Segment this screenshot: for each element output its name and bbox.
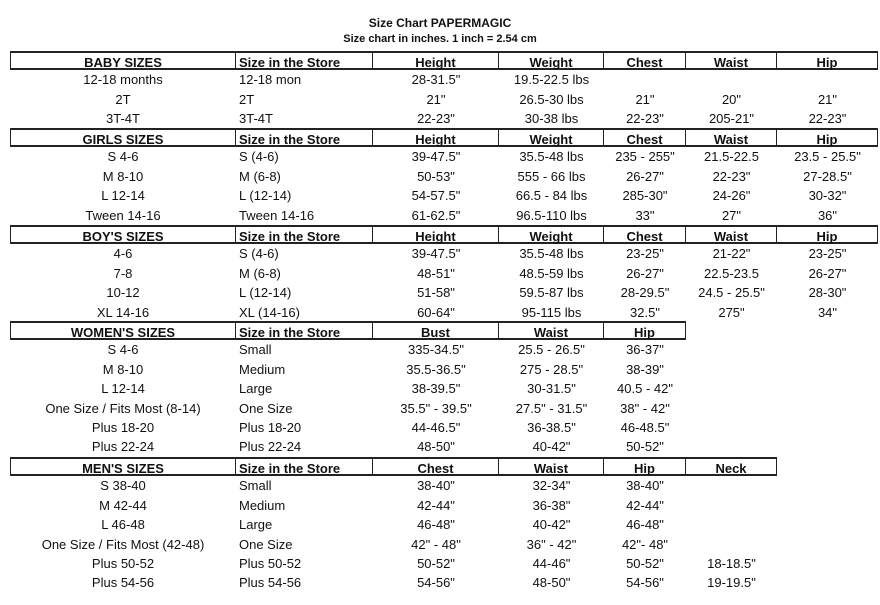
- table-cell: 26-27": [626, 265, 664, 281]
- table-cell: M (6-8): [239, 265, 281, 281]
- table-cell: 32.5": [630, 304, 660, 320]
- table-cell: 48-50": [532, 575, 571, 591]
- table-cell: 22-23": [808, 111, 847, 127]
- table-cell: L (12-14): [239, 285, 292, 301]
- table-cell: Tween 14-16: [239, 207, 315, 223]
- table-cell: 30-31.5": [527, 381, 576, 397]
- table-cell: 44-46": [532, 555, 571, 571]
- table-cell: 44-46.5": [411, 419, 461, 435]
- column-header: Height: [373, 51, 499, 70]
- table-cell: 66.5 - 84 lbs: [515, 188, 588, 204]
- table-cell: 19.5-22.5 lbs: [513, 72, 590, 88]
- table-cell: 21": [426, 91, 446, 107]
- table-cell: Medium: [239, 361, 286, 377]
- table-cell: 48-50": [417, 439, 455, 455]
- table-cell: 22-23": [712, 168, 751, 184]
- table-cell: Plus 22-24: [239, 439, 302, 455]
- table-cell: XL (14-16): [239, 304, 300, 320]
- table-cell: 50-52": [626, 439, 664, 455]
- column-header: GIRLS SIZES: [10, 128, 236, 147]
- table-cell: 46-48.5": [620, 419, 670, 435]
- column-header: MEN'S SIZES: [10, 457, 236, 476]
- table-cell: 95-115 lbs: [521, 304, 582, 320]
- table-cell: Tween 14-16: [85, 207, 161, 223]
- table-cell: 46-48": [626, 517, 664, 533]
- column-header: Height: [373, 225, 499, 244]
- table-cell: 42-44": [417, 497, 455, 513]
- table-cell: S 4-6: [107, 149, 139, 165]
- table-cell: 32-34": [532, 478, 571, 494]
- column-header: Hip: [777, 225, 878, 244]
- table-cell: Plus 54-56: [91, 575, 155, 591]
- table-cell: [686, 535, 777, 554]
- table-cell: 60-64": [417, 304, 455, 320]
- table-cell: 42-44": [626, 497, 664, 513]
- page-subtitle: Size chart in inches. 1 inch = 2.54 cm: [343, 33, 537, 45]
- table-cell: 34": [817, 304, 838, 320]
- table-cell: 24.5 - 25.5": [698, 285, 765, 301]
- column-header: Neck: [686, 457, 777, 476]
- column-header: Weight: [499, 128, 604, 147]
- table-cell: 21": [635, 91, 655, 107]
- table-cell: 48.5-59 lbs: [519, 265, 584, 281]
- table-cell: 28-31.5": [411, 72, 461, 88]
- column-header: BOY'S SIZES: [10, 225, 236, 244]
- table-cell: L 12-14: [101, 188, 145, 204]
- table-cell: 46-48": [417, 517, 455, 533]
- table-cell: Plus 18-20: [91, 419, 155, 435]
- column-header: Waist: [686, 51, 777, 70]
- table-cell: 27": [721, 207, 742, 223]
- table-cell: 50-53": [417, 168, 455, 184]
- column-header: Height: [373, 128, 499, 147]
- table-cell: 28-29.5": [620, 285, 670, 301]
- table-cell: 50-52": [626, 555, 664, 571]
- table-cell: L 12-14: [101, 381, 145, 397]
- table-cell: 26-27": [626, 168, 664, 184]
- table-cell: 21-22": [712, 246, 751, 262]
- table-cell: 40-42": [532, 517, 571, 533]
- table-cell: [686, 476, 777, 495]
- table-cell: [686, 515, 777, 534]
- table-cell: L 46-48: [101, 517, 145, 533]
- table-cell: 19-19.5": [707, 575, 756, 591]
- column-header: Size in the Store: [236, 457, 373, 476]
- column-header: Size in the Store: [236, 321, 373, 340]
- table-cell: One Size: [239, 536, 293, 552]
- column-header: Weight: [499, 225, 604, 244]
- table-cell: 33": [635, 207, 655, 223]
- table-cell: 28-30": [808, 285, 847, 301]
- table-cell: 36" - 42": [526, 536, 577, 552]
- table-cell: 23-25": [626, 246, 664, 262]
- table-cell: Plus 18-20: [239, 419, 302, 435]
- table-cell: 2T: [239, 91, 255, 107]
- column-header: Chest: [604, 51, 686, 70]
- table-cell: 20": [721, 91, 742, 107]
- table-cell: 275 - 28.5": [519, 361, 584, 377]
- table-cell: 38-39": [626, 361, 664, 377]
- table-cell: 54-56": [626, 575, 664, 591]
- column-header: Hip: [777, 51, 878, 70]
- table-cell: M 42-44: [99, 497, 147, 513]
- column-header: WOMEN'S SIZES: [10, 321, 236, 340]
- table-cell: Plus 50-52: [239, 555, 302, 571]
- table-cell: 21": [817, 91, 838, 107]
- table-cell: 23.5 - 25.5": [794, 149, 861, 165]
- column-header: Size in the Store: [236, 128, 373, 147]
- table-cell: 35.5-48 lbs: [519, 246, 584, 262]
- table-cell: 235 - 255": [615, 149, 675, 165]
- column-header: BABY SIZES: [10, 51, 236, 70]
- table-cell: Small: [239, 342, 272, 358]
- table-cell: 27-28.5": [803, 168, 852, 184]
- column-header: Waist: [499, 457, 604, 476]
- table-cell: 38-40": [626, 478, 664, 494]
- table-cell: 39-47.5": [411, 246, 461, 262]
- table-cell: [604, 70, 686, 89]
- page-title: Size Chart PAPERMAGIC: [368, 16, 512, 30]
- table-cell: Plus 50-52: [91, 555, 155, 571]
- table-cell: 275": [718, 304, 745, 320]
- table-cell: 30-32": [808, 188, 847, 204]
- table-cell: 42"- 48": [621, 536, 669, 552]
- column-header: Bust: [373, 321, 499, 340]
- table-cell: 38-40": [417, 478, 455, 494]
- table-cell: Large: [239, 517, 273, 533]
- table-cell: [686, 70, 777, 89]
- table-cell: 22.5-23.5: [704, 265, 759, 281]
- table-cell: 36-38.5": [527, 419, 576, 435]
- table-cell: 39-47.5": [411, 149, 461, 165]
- table-cell: 96.5-110 lbs: [516, 207, 587, 223]
- table-cell: 26.5-30 lbs: [519, 91, 584, 107]
- table-cell: 35.5" - 39.5": [400, 400, 472, 416]
- table-cell: 18-18.5": [707, 555, 756, 571]
- column-header: Waist: [499, 321, 604, 340]
- table-cell: 2T: [115, 91, 131, 107]
- column-header: Hip: [777, 128, 878, 147]
- table-cell: 36-37": [626, 342, 664, 358]
- table-cell: M (6-8): [239, 168, 281, 184]
- column-header: Size in the Store: [236, 51, 373, 70]
- table-cell: 22-23": [417, 111, 455, 127]
- table-cell: [777, 70, 878, 89]
- table-cell: 25.5 - 26.5": [518, 342, 585, 358]
- table-cell: S (4-6): [239, 149, 279, 165]
- table-cell: 51-58": [417, 285, 455, 301]
- table-cell: One Size / Fits Most (42-48): [41, 536, 205, 552]
- table-cell: 24-26": [712, 188, 751, 204]
- table-cell: S 38-40: [100, 478, 146, 494]
- table-cell: 27.5" - 31.5": [515, 400, 588, 416]
- table-cell: 35.5-48 lbs: [519, 149, 584, 165]
- table-cell: 205-21": [708, 111, 755, 127]
- column-header: Waist: [686, 128, 777, 147]
- table-cell: 42" - 48": [411, 536, 461, 552]
- table-cell: Small: [239, 478, 272, 494]
- table-cell: 59.5-87 lbs: [519, 285, 584, 301]
- table-cell: M 8-10: [102, 168, 144, 184]
- table-cell: XL 14-16: [96, 304, 150, 320]
- table-cell: 10-12: [106, 285, 140, 301]
- table-cell: One Size / Fits Most (8-14): [45, 400, 201, 416]
- table-cell: S 4-6: [107, 342, 139, 358]
- table-cell: 30-38 lbs: [524, 111, 579, 127]
- table-cell: 38-39.5": [411, 381, 461, 397]
- table-cell: 40.5 - 42": [617, 381, 673, 397]
- table-cell: 50-52": [417, 555, 455, 571]
- table-cell: 35.5-36.5": [406, 361, 466, 377]
- table-cell: 3T-4T: [106, 111, 140, 127]
- column-header: Waist: [686, 225, 777, 244]
- table-cell: [686, 496, 777, 515]
- table-cell: 23-25": [808, 246, 847, 262]
- table-cell: 3T-4T: [239, 111, 273, 127]
- table-cell: 38" - 42": [620, 400, 670, 416]
- table-cell: 48-51": [417, 265, 455, 281]
- column-header: Size in the Store: [236, 225, 373, 244]
- table-cell: Large: [239, 381, 273, 397]
- table-cell: 335-34.5": [408, 342, 464, 358]
- table-cell: 61-62.5": [411, 207, 461, 223]
- table-cell: M 8-10: [102, 361, 144, 377]
- table-cell: 36-38": [532, 497, 571, 513]
- table-cell: Medium: [239, 497, 286, 513]
- table-cell: 54-56": [417, 575, 455, 591]
- table-cell: 21.5-22.5: [704, 149, 759, 165]
- table-cell: Plus 54-56: [239, 575, 302, 591]
- table-cell: 555 - 66 lbs: [517, 168, 586, 184]
- column-header: Chest: [373, 457, 499, 476]
- table-cell: 285-30": [622, 188, 668, 204]
- table-cell: 12-18 mon: [239, 72, 302, 88]
- table-cell: L (12-14): [239, 188, 292, 204]
- table-cell: 40-42": [532, 439, 571, 455]
- column-header: Hip: [604, 321, 686, 340]
- table-cell: S (4-6): [239, 246, 279, 262]
- table-cell: 12-18 months: [83, 72, 163, 88]
- table-cell: 4-6: [113, 246, 133, 262]
- table-cell: Plus 22-24: [91, 439, 155, 455]
- table-cell: 54-57.5": [411, 188, 461, 204]
- column-header: Weight: [499, 51, 604, 70]
- table-cell: 7-8: [113, 265, 133, 281]
- column-header: Chest: [604, 128, 686, 147]
- table-cell: 26-27": [808, 265, 847, 281]
- column-header: Chest: [604, 225, 686, 244]
- table-cell: One Size: [239, 400, 293, 416]
- table-cell: 36": [817, 207, 838, 223]
- column-header: Hip: [604, 457, 686, 476]
- table-cell: 22-23": [626, 111, 664, 127]
